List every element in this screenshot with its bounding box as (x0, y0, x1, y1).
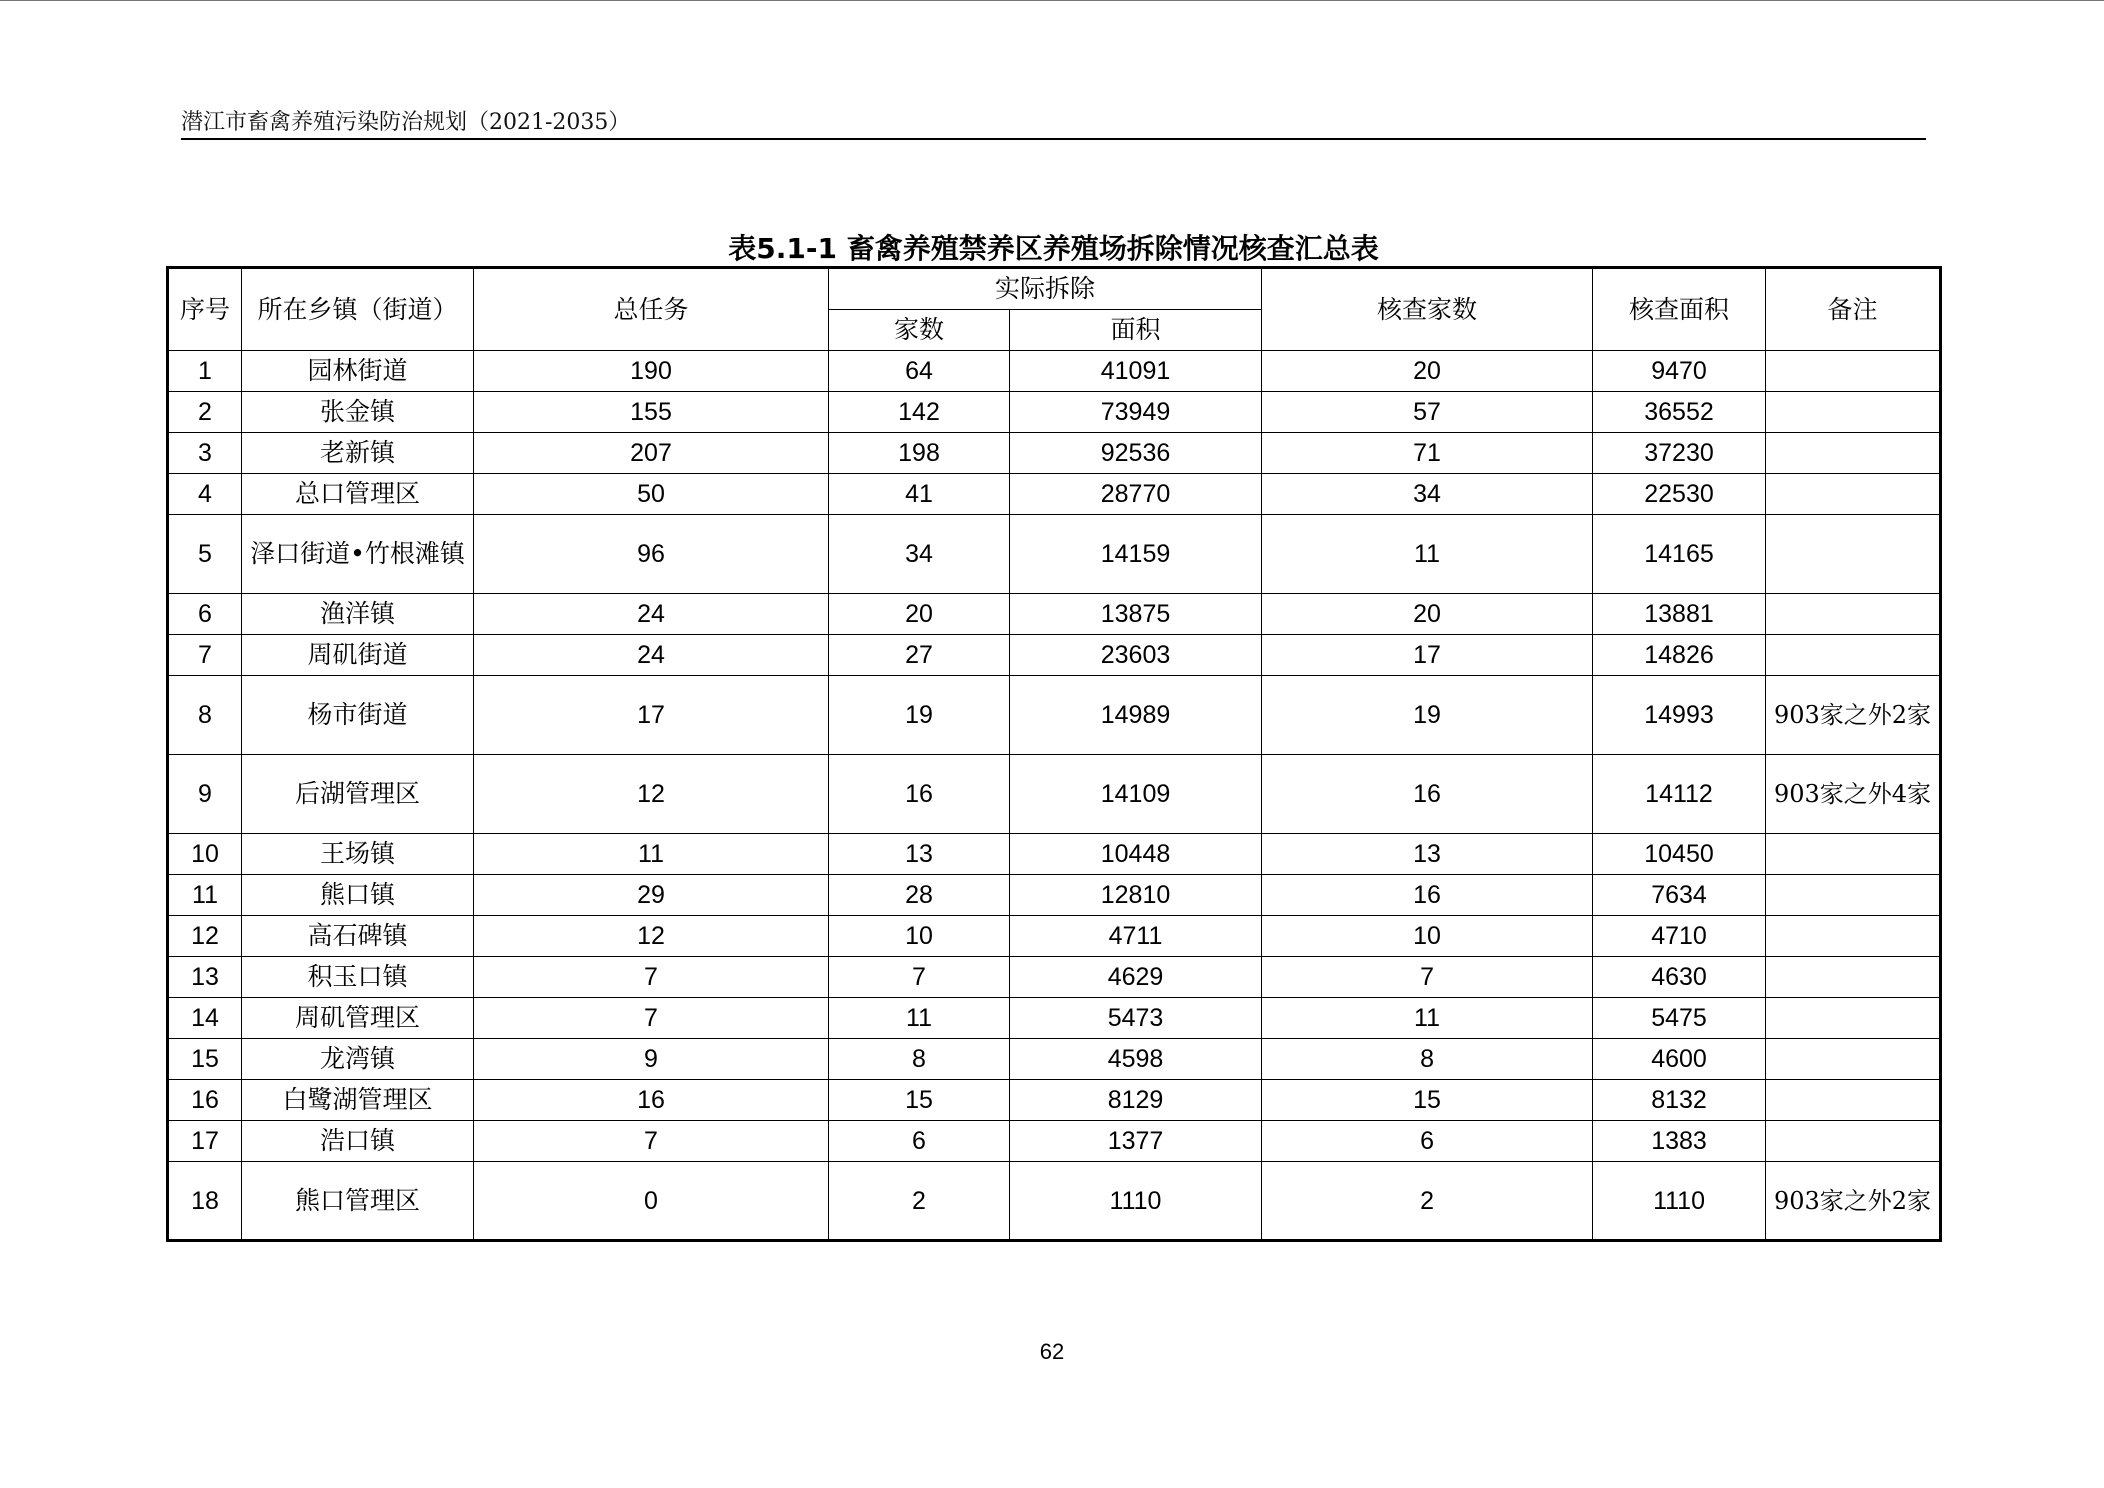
cell-check-area: 36552 (1593, 392, 1766, 433)
table-row (168, 433, 1941, 474)
cell-households: 142 (829, 392, 1010, 433)
header-area: 面积 (1010, 310, 1262, 351)
cell-check-area: 4600 (1593, 1039, 1766, 1080)
cell-check-households: 34 (1262, 474, 1593, 515)
cell-seq: 5 (168, 515, 242, 594)
table-row (168, 474, 1941, 515)
cell-total-task: 9 (474, 1039, 829, 1080)
cell-check-households: 19 (1262, 676, 1593, 755)
cell-note (1766, 1121, 1941, 1162)
table-header-row (168, 268, 1941, 310)
table-row (168, 957, 1941, 998)
cell-area: 41091 (1010, 351, 1262, 392)
cell-town: 总口管理区 (242, 474, 474, 515)
cell-check-households: 10 (1262, 916, 1593, 957)
cell-check-households: 13 (1262, 834, 1593, 875)
cell-total-task: 155 (474, 392, 829, 433)
document-header-title: 潜江市畜禽养殖污染防治规划（2021-2035） (181, 110, 631, 135)
cell-households: 19 (829, 676, 1010, 755)
cell-seq: 9 (168, 755, 242, 834)
cell-area: 92536 (1010, 433, 1262, 474)
header-divider (181, 138, 1926, 140)
cell-check-area: 1383 (1593, 1121, 1766, 1162)
cell-seq: 12 (168, 916, 242, 957)
cell-total-task: 0 (474, 1162, 829, 1241)
cell-total-task: 207 (474, 433, 829, 474)
cell-households: 2 (829, 1162, 1010, 1241)
cell-check-area: 7634 (1593, 875, 1766, 916)
cell-seq: 3 (168, 433, 242, 474)
cell-check-area: 14826 (1593, 635, 1766, 676)
cell-note: 903家之外2家 (1766, 1162, 1941, 1241)
cell-check-area: 14165 (1593, 515, 1766, 594)
page-number: 62 (1039, 1339, 1065, 1364)
cell-check-households: 11 (1262, 515, 1593, 594)
cell-area: 13875 (1010, 594, 1262, 635)
cell-total-task: 7 (474, 957, 829, 998)
table-row (168, 676, 1941, 755)
cell-seq: 7 (168, 635, 242, 676)
table-row (168, 916, 1941, 957)
table-row (168, 875, 1941, 916)
cell-note (1766, 351, 1941, 392)
cell-town: 积玉口镇 (242, 957, 474, 998)
cell-check-households: 7 (1262, 957, 1593, 998)
cell-total-task: 16 (474, 1080, 829, 1121)
table-row (168, 834, 1941, 875)
cell-households: 11 (829, 998, 1010, 1039)
cell-town: 熊口镇 (242, 875, 474, 916)
cell-households: 15 (829, 1080, 1010, 1121)
table-row (168, 594, 1941, 635)
cell-households: 27 (829, 635, 1010, 676)
cell-check-area: 10450 (1593, 834, 1766, 875)
cell-note (1766, 635, 1941, 676)
cell-check-households: 8 (1262, 1039, 1593, 1080)
cell-total-task: 96 (474, 515, 829, 594)
cell-seq: 15 (168, 1039, 242, 1080)
cell-area: 14159 (1010, 515, 1262, 594)
cell-total-task: 7 (474, 1121, 829, 1162)
cell-check-area: 5475 (1593, 998, 1766, 1039)
cell-check-households: 57 (1262, 392, 1593, 433)
cell-households: 8 (829, 1039, 1010, 1080)
cell-seq: 11 (168, 875, 242, 916)
cell-households: 28 (829, 875, 1010, 916)
cell-town: 龙湾镇 (242, 1039, 474, 1080)
cell-check-area: 1110 (1593, 1162, 1766, 1241)
table-body (168, 351, 1941, 1241)
cell-area: 12810 (1010, 875, 1262, 916)
cell-town: 周矶管理区 (242, 998, 474, 1039)
cell-households: 34 (829, 515, 1010, 594)
header-town: 所在乡镇（街道） (242, 268, 474, 351)
cell-check-area: 14112 (1593, 755, 1766, 834)
cell-check-households: 15 (1262, 1080, 1593, 1121)
cell-total-task: 29 (474, 875, 829, 916)
cell-check-households: 71 (1262, 433, 1593, 474)
cell-town: 杨市街道 (242, 676, 474, 755)
cell-seq: 6 (168, 594, 242, 635)
cell-seq: 2 (168, 392, 242, 433)
cell-seq: 4 (168, 474, 242, 515)
cell-seq: 18 (168, 1162, 242, 1241)
cell-households: 13 (829, 834, 1010, 875)
cell-note (1766, 1080, 1941, 1121)
header-note: 备注 (1766, 268, 1941, 351)
cell-area: 14109 (1010, 755, 1262, 834)
cell-households: 7 (829, 957, 1010, 998)
cell-seq: 13 (168, 957, 242, 998)
header-actual-removal: 实际拆除 (829, 268, 1262, 310)
cell-area: 5473 (1010, 998, 1262, 1039)
cell-total-task: 12 (474, 916, 829, 957)
header-households: 家数 (829, 310, 1010, 351)
table-row (168, 998, 1941, 1039)
cell-seq: 17 (168, 1121, 242, 1162)
cell-check-households: 16 (1262, 755, 1593, 834)
cell-area: 14989 (1010, 676, 1262, 755)
cell-note (1766, 834, 1941, 875)
cell-town: 后湖管理区 (242, 755, 474, 834)
cell-town: 渔洋镇 (242, 594, 474, 635)
cell-check-area: 22530 (1593, 474, 1766, 515)
cell-town: 熊口管理区 (242, 1162, 474, 1241)
table-row (168, 392, 1941, 433)
cell-area: 4598 (1010, 1039, 1262, 1080)
cell-households: 64 (829, 351, 1010, 392)
cell-check-area: 14993 (1593, 676, 1766, 755)
cell-check-area: 13881 (1593, 594, 1766, 635)
cell-note (1766, 1039, 1941, 1080)
cell-town: 白鹭湖管理区 (242, 1080, 474, 1121)
cell-check-area: 9470 (1593, 351, 1766, 392)
cell-check-area: 4710 (1593, 916, 1766, 957)
removal-summary-table (166, 266, 1942, 1242)
cell-note: 903家之外2家 (1766, 676, 1941, 755)
cell-check-households: 2 (1262, 1162, 1593, 1241)
cell-town: 老新镇 (242, 433, 474, 474)
cell-total-task: 24 (474, 635, 829, 676)
cell-town: 高石碑镇 (242, 916, 474, 957)
cell-households: 20 (829, 594, 1010, 635)
cell-town: 张金镇 (242, 392, 474, 433)
cell-households: 41 (829, 474, 1010, 515)
table-row (168, 351, 1941, 392)
cell-households: 6 (829, 1121, 1010, 1162)
cell-town: 泽口街道•竹根滩镇 (242, 515, 474, 594)
cell-note: 903家之外4家 (1766, 755, 1941, 834)
header-seq: 序号 (168, 268, 242, 351)
table-row (168, 515, 1941, 594)
table-row (168, 1039, 1941, 1080)
cell-note (1766, 433, 1941, 474)
cell-note (1766, 392, 1941, 433)
cell-town: 浩口镇 (242, 1121, 474, 1162)
cell-area: 28770 (1010, 474, 1262, 515)
cell-seq: 1 (168, 351, 242, 392)
cell-seq: 10 (168, 834, 242, 875)
cell-area: 8129 (1010, 1080, 1262, 1121)
cell-total-task: 7 (474, 998, 829, 1039)
table-row (168, 1080, 1941, 1121)
cell-total-task: 12 (474, 755, 829, 834)
cell-seq: 16 (168, 1080, 242, 1121)
cell-note (1766, 875, 1941, 916)
cell-note (1766, 515, 1941, 594)
cell-note (1766, 998, 1941, 1039)
cell-seq: 8 (168, 676, 242, 755)
cell-households: 10 (829, 916, 1010, 957)
cell-town: 王场镇 (242, 834, 474, 875)
cell-total-task: 24 (474, 594, 829, 635)
cell-town: 周矶街道 (242, 635, 474, 676)
table-row (168, 1162, 1941, 1241)
cell-check-area: 4630 (1593, 957, 1766, 998)
cell-check-households: 16 (1262, 875, 1593, 916)
cell-area: 4629 (1010, 957, 1262, 998)
cell-note (1766, 957, 1941, 998)
cell-town: 园林街道 (242, 351, 474, 392)
cell-households: 198 (829, 433, 1010, 474)
cell-note (1766, 594, 1941, 635)
cell-area: 4711 (1010, 916, 1262, 957)
cell-total-task: 50 (474, 474, 829, 515)
cell-households: 16 (829, 755, 1010, 834)
cell-total-task: 17 (474, 676, 829, 755)
cell-check-households: 17 (1262, 635, 1593, 676)
cell-area: 10448 (1010, 834, 1262, 875)
table-row (168, 635, 1941, 676)
cell-area: 1377 (1010, 1121, 1262, 1162)
cell-check-households: 20 (1262, 594, 1593, 635)
cell-check-households: 11 (1262, 998, 1593, 1039)
header-check-area: 核查面积 (1593, 268, 1766, 351)
cell-area: 1110 (1010, 1162, 1262, 1241)
cell-check-households: 20 (1262, 351, 1593, 392)
cell-seq: 14 (168, 998, 242, 1039)
cell-check-area: 8132 (1593, 1080, 1766, 1121)
table-row (168, 755, 1941, 834)
cell-area: 23603 (1010, 635, 1262, 676)
header-total-task: 总任务 (474, 268, 829, 351)
cell-check-households: 6 (1262, 1121, 1593, 1162)
cell-note (1766, 474, 1941, 515)
table-title: 表5.1-1 畜禽养殖禁养区养殖场拆除情况核查汇总表 (728, 232, 1379, 265)
table-row (168, 1121, 1941, 1162)
cell-total-task: 11 (474, 834, 829, 875)
header-check-households: 核查家数 (1262, 268, 1593, 351)
cell-note (1766, 916, 1941, 957)
cell-area: 73949 (1010, 392, 1262, 433)
cell-total-task: 190 (474, 351, 829, 392)
cell-check-area: 37230 (1593, 433, 1766, 474)
